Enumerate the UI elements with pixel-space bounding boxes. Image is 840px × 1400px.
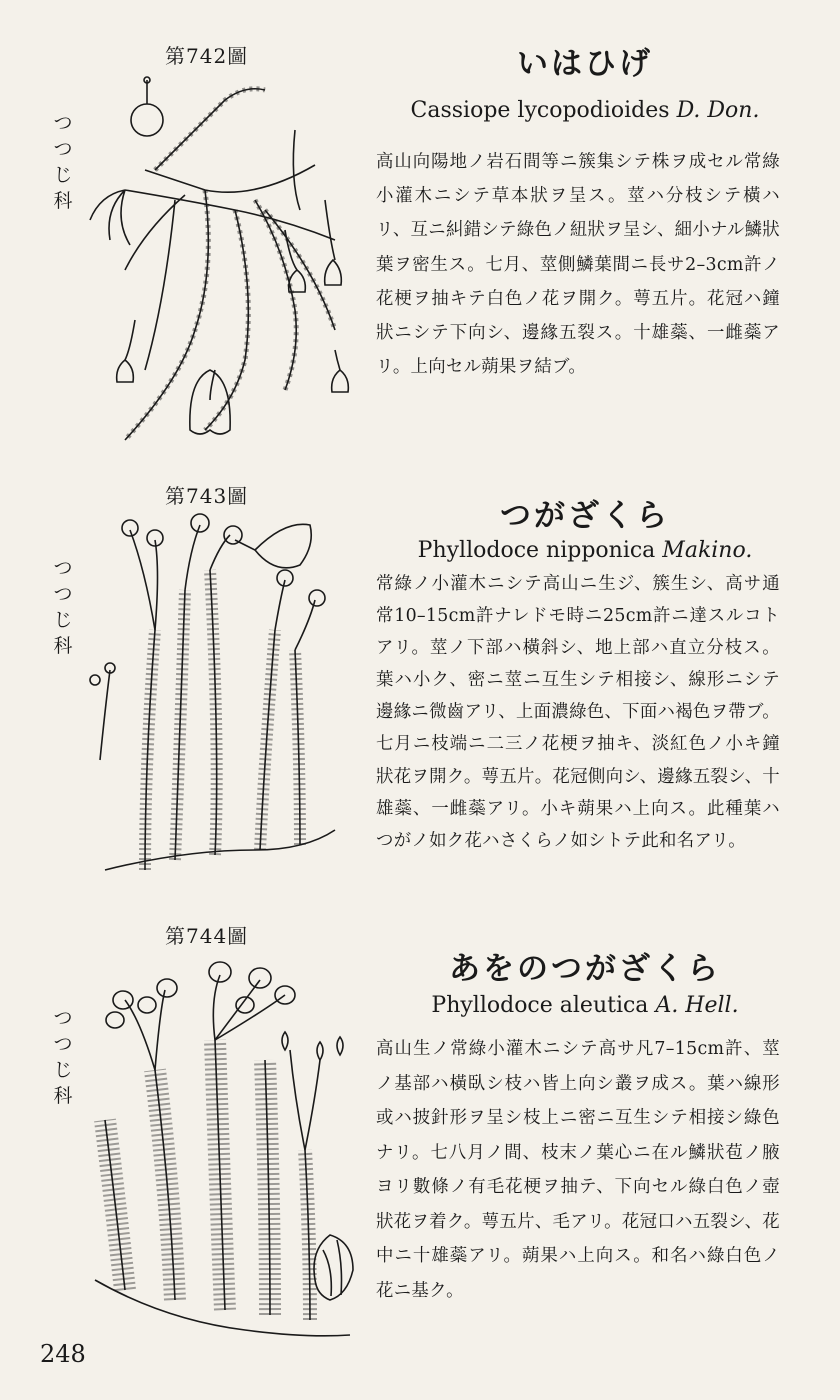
plant-illustration bbox=[85, 950, 360, 1350]
figure-label: 第742圖 bbox=[165, 44, 249, 68]
figure-label: 第744圖 bbox=[165, 924, 249, 948]
latin-name bbox=[380, 538, 790, 563]
latin-name bbox=[380, 98, 790, 123]
latin-binomial: Cassiope lycopodioides bbox=[410, 98, 670, 123]
family-label: つつじ科 bbox=[53, 557, 73, 657]
description: 高山生ノ常綠小灌木ニシテ高サ凡7–15cm許、莖ノ基部ハ橫臥シ枝ハ皆上向シ叢ヲ成ス。葉ハ線形或ハ披針形ヲ呈シ枝上ニ密ニ互生シテ相接シ綠色ナリ。七八月ノ間、枝末ノ葉心ニ在ル鱗狀苞ノ腋ヨリ數條ノ有毛花梗ヲ抽テ、下向セル綠白色ノ壺狀花ヲ着ク。萼五片、毛アリ。花冠口ハ五裂シ、花中ニ十雄蘂アリ。蒴果ハ上向ス。和名ハ綠白色ノ花ニ基ク。 bbox=[376, 1039, 780, 1301]
figure-label: 第743圖 bbox=[165, 484, 249, 508]
description: 常綠ノ小灌木ニシテ高山ニ生ジ、簇生シ、高サ通常10–15cm許ナレドモ時ニ25cm許ニ達スルコトアリ。莖ノ下部ハ橫斜シ、地上部ハ直立分枝ス。葉ハ小ク、密ニ莖ニ互生シテ相接シ、線形ニシテ邊緣ニ微齒アリ、上面濃綠色、下面ハ褐色ヲ帶ブ。七月ニ枝端ニ二三ノ花梗ヲ抽キ、淡紅色ノ小キ鐘狀花ヲ開ク。萼五片。花冠側向シ、邊緣五裂シ、十雄蘂、一雌蘂アリ。小キ蒴果ハ上向ス。此種葉ハつがノ如ク花ハさくらノ如シトテ此和名アリ。 bbox=[376, 574, 780, 851]
latin-author: A. Hell. bbox=[655, 993, 739, 1018]
entry-743 bbox=[0, 470, 840, 910]
plant-illustration bbox=[85, 70, 365, 455]
family-label: つつじ科 bbox=[53, 1007, 73, 1107]
family-label: つつじ科 bbox=[53, 112, 73, 212]
plant-illustration bbox=[85, 510, 365, 910]
entry-744 bbox=[0, 910, 840, 1400]
latin-author: D. Don. bbox=[676, 98, 760, 123]
page-number: 248 bbox=[40, 1340, 86, 1368]
description: 高山向陽地ノ岩石間等ニ簇集シテ株ヲ成セル常綠小灌木ニシテ草本狀ヲ呈ス。莖ハ分枝シテ橫ハリ、互ニ糾錯シテ綠色ノ紐狀ヲ呈シ、細小ナル鱗狀葉ヲ密生ス。七月、莖側鱗葉間ニ長サ2–3cm許ノ花梗ヲ抽キテ白色ノ花ヲ開ク。萼五片。花冠ハ鐘狀ニシテ下向シ、邊緣五裂ス。十雄蘂、一雌蘂アリ。上向セル蒴果ヲ結ブ。 bbox=[376, 152, 780, 378]
latin-binomial: Phyllodoce nipponica bbox=[417, 538, 656, 563]
entry-742 bbox=[0, 0, 840, 470]
japanese-name: つがざくら bbox=[500, 498, 670, 534]
latin-name bbox=[380, 993, 790, 1018]
japanese-name: あをのつがざくら bbox=[449, 951, 721, 987]
latin-author: Makino. bbox=[662, 538, 753, 563]
latin-binomial: Phyllodoce aleutica bbox=[431, 993, 649, 1018]
japanese-name: いはひげ bbox=[517, 46, 653, 82]
